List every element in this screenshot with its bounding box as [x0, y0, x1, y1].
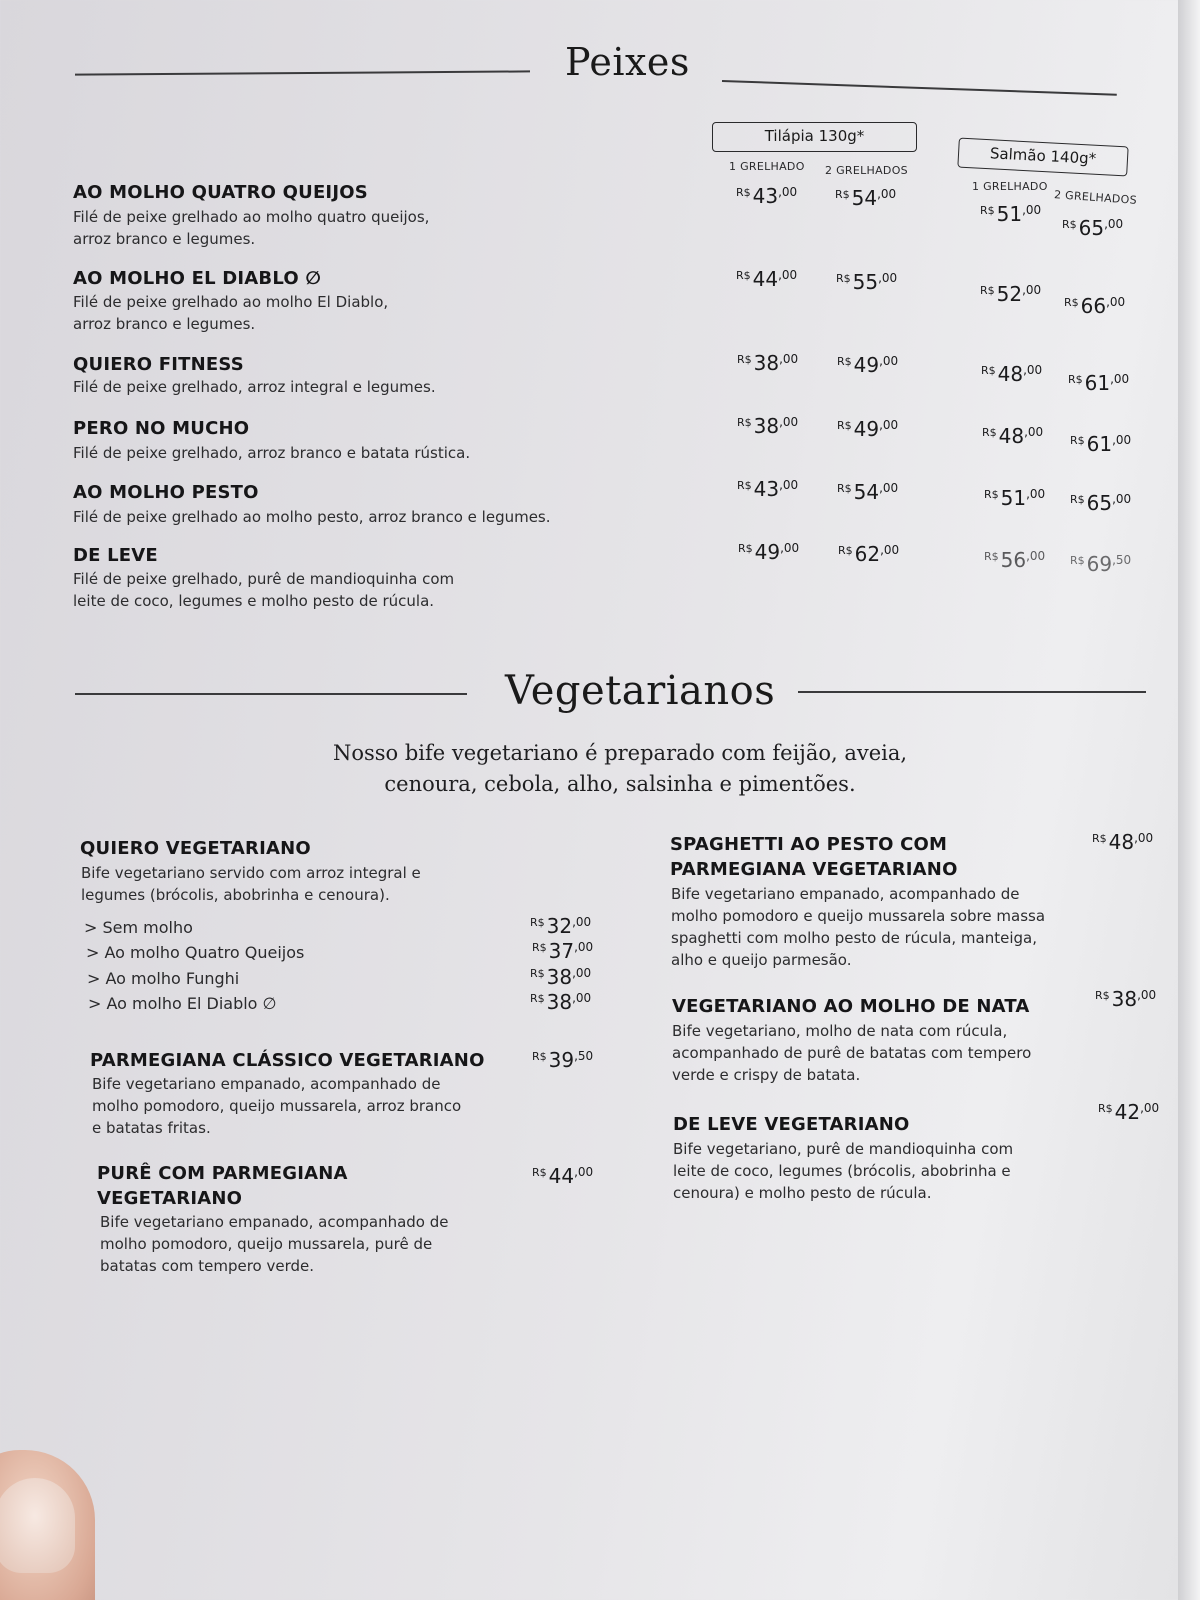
veg-item-name: VEGETARIANO	[97, 1188, 243, 1209]
veg-item-price: $^{R\$}$ $42^{,00}$	[1098, 1100, 1160, 1124]
peixes-title: Peixes	[565, 40, 690, 84]
fish-item-desc: Filé de peixe grelhado, purê de mandioquinha com leite de coco, legumes e molho pesto de rúcula.	[73, 570, 455, 610]
veg-item-price: $^{R\$}$ $44^{,00}$	[532, 1164, 594, 1188]
salmao-2-price: $^{R\$}$ $65^{,00}$	[1070, 491, 1132, 515]
salmao-1-price: $^{R\$}$ $52^{,00}$	[980, 282, 1042, 306]
salmao-col2-label: 2 GRELHADOS	[1053, 188, 1138, 207]
fish-item-desc: Filé de peixe grelhado, arroz integral e legumes.	[73, 378, 436, 396]
tilapia-col2-label: 2 GRELHADOS	[825, 164, 908, 177]
tilapia-2-price: $^{R\$}$ $62^{,00}$	[838, 542, 900, 566]
peixes-rule-right	[722, 80, 1117, 96]
fish-item-desc: Filé de peixe grelhado ao molho quatro queijos, arroz branco e legumes.	[73, 208, 430, 248]
tilapia-2-price: $^{R\$}$ $54^{,00}$	[835, 186, 897, 210]
salmao-1-price: $^{R\$}$ $48^{,00}$	[982, 424, 1044, 448]
fish-item-desc: Filé de peixe grelhado, arroz branco e batata rústica.	[73, 444, 471, 462]
salmao-1-price: $^{R\$}$ $51^{,00}$	[980, 202, 1042, 226]
tilapia-1-price: $^{R\$}$ $44^{,00}$	[736, 267, 798, 291]
veg-item-name: PARMEGIANA VEGETARIANO	[670, 859, 958, 880]
veg-item-name: VEGETARIANO AO MOLHO DE NATA	[672, 996, 1030, 1017]
tilapia-2-price: $^{R\$}$ $49^{,00}$	[837, 417, 899, 441]
salmao-2-price: $^{R\$}$ $69^{,50}$	[1070, 552, 1132, 576]
no-pepper-icon: ∅	[262, 994, 277, 1013]
veg-item-name: PARMEGIANA CLÁSSICO VEGETARIANO	[90, 1050, 485, 1071]
veg-option: > Ao molho El Diablo ∅	[88, 994, 277, 1013]
fish-item-name: PERO NO MUCHO	[73, 418, 250, 439]
veg-item-desc: Bife vegetariano, purê de mandioquinha com leite de coco, legumes (brócolis, abobrinha e cenoura) e molho pesto de rúcula.	[673, 1140, 1014, 1202]
veg-item-name: SPAGHETTI AO PESTO COM	[670, 834, 948, 855]
tilapia-1-price: $^{R\$}$ $38^{,00}$	[737, 351, 799, 375]
veg-item-desc: Bife vegetariano, molho de nata com rúcula, acompanhado de purê de batatas com tempero verde e crispy de batata.	[672, 1022, 1032, 1084]
vegetarianos-rule-right	[798, 691, 1146, 693]
fish-item-name: DE LEVE	[73, 545, 158, 566]
tilapia-col1-label: 1 GRELHADO	[729, 160, 805, 173]
salmao-2-price: $^{R\$}$ $65^{,00}$	[1062, 216, 1124, 240]
tilapia-2-price: $^{R\$}$ $49^{,00}$	[837, 353, 899, 377]
tilapia-2-price: $^{R\$}$ $55^{,00}$	[836, 270, 898, 294]
fish-item-desc: Filé de peixe grelhado ao molho pesto, arroz branco e legumes.	[73, 508, 551, 526]
veg-item-name: QUIERO VEGETARIANO	[80, 838, 311, 859]
veg-item-price: $^{R\$}$ $38^{,00}$	[1095, 987, 1157, 1011]
tilapia-size-box: Tilápia 130g*	[712, 122, 917, 152]
tilapia-1-price: $^{R\$}$ $43^{,00}$	[737, 477, 799, 501]
veg-option: > Ao molho Quatro Queijos	[86, 943, 305, 962]
salmao-1-price: $^{R\$}$ $56^{,00}$	[984, 548, 1046, 572]
veg-option: > Sem molho	[84, 918, 193, 937]
veg-option-price: $^{R\$}$ $37^{,00}$	[532, 939, 594, 963]
salmao-1-price: $^{R\$}$ $48^{,00}$	[981, 362, 1043, 386]
salmao-2-price: $^{R\$}$ $61^{,00}$	[1068, 371, 1130, 395]
tilapia-2-price: $^{R\$}$ $54^{,00}$	[837, 480, 899, 504]
page-edge	[1178, 0, 1200, 1600]
fish-item-name: AO MOLHO QUATRO QUEIJOS	[73, 182, 368, 203]
veg-item-desc: Bife vegetariano empanado, acompanhado de molho pomodoro e queijo mussarela sobre massa spaghetti com molho pesto de rúcula, manteiga, alho e queijo parmesão.	[671, 885, 1046, 969]
peixes-rule-left	[75, 70, 530, 75]
salmao-2-price: $^{R\$}$ $61^{,00}$	[1070, 432, 1132, 456]
salmao-size-box: Salmão 140g*	[957, 138, 1128, 177]
veg-item-desc: Bife vegetariano servido com arroz integral e legumes (brócolis, abobrinha e cenoura).	[81, 864, 421, 904]
fish-item-name: AO MOLHO PESTO	[73, 482, 259, 503]
tilapia-1-price: $^{R\$}$ $49^{,00}$	[738, 540, 800, 564]
veg-item-price: $^{R\$}$ $48^{,00}$	[1092, 830, 1154, 854]
veg-option: > Ao molho Funghi	[87, 969, 240, 988]
veg-item-name: PURÊ COM PARMEGIANA	[97, 1163, 348, 1184]
fish-item-name: AO MOLHO EL DIABLO ∅	[73, 268, 321, 289]
tilapia-1-price: $^{R\$}$ $43^{,00}$	[736, 184, 798, 208]
veg-item-name: DE LEVE VEGETARIANO	[673, 1114, 910, 1135]
tilapia-1-price: $^{R\$}$ $38^{,00}$	[737, 414, 799, 438]
salmao-col1-label: 1 GRELHADO	[972, 180, 1048, 193]
vegetarianos-rule-left	[75, 693, 467, 695]
fish-item-name: QUIERO FITNESS	[73, 354, 244, 375]
veg-option-price: $^{R\$}$ $32^{,00}$	[530, 914, 592, 938]
thumbnail	[0, 1478, 75, 1573]
veg-item-price: $^{R\$}$ $39^{,50}$	[532, 1048, 594, 1072]
salmao-2-price: $^{R\$}$ $66^{,00}$	[1064, 294, 1126, 318]
veg-item-desc: Bife vegetariano empanado, acompanhado de molho pomodoro, queijo mussarela, arroz branco e batatas fritas.	[92, 1075, 462, 1137]
veg-item-desc: Bife vegetariano empanado, acompanhado de molho pomodoro, queijo mussarela, purê de batatas com tempero verde.	[100, 1213, 449, 1275]
fish-item-desc: Filé de peixe grelhado ao molho El Diablo, arroz branco e legumes.	[73, 293, 389, 333]
veg-option-price: $^{R\$}$ $38^{,00}$	[530, 990, 592, 1014]
vegetarian-note: Nosso bife vegetariano é preparado com feijão, aveia, cenoura, cebola, alho, salsinha e pimentões.	[332, 741, 908, 796]
no-pepper-icon: ∅	[305, 268, 321, 289]
vegetarianos-title: Vegetarianos	[505, 668, 776, 714]
veg-option-price: $^{R\$}$ $38^{,00}$	[530, 965, 592, 989]
salmao-1-price: $^{R\$}$ $51^{,00}$	[984, 486, 1046, 510]
